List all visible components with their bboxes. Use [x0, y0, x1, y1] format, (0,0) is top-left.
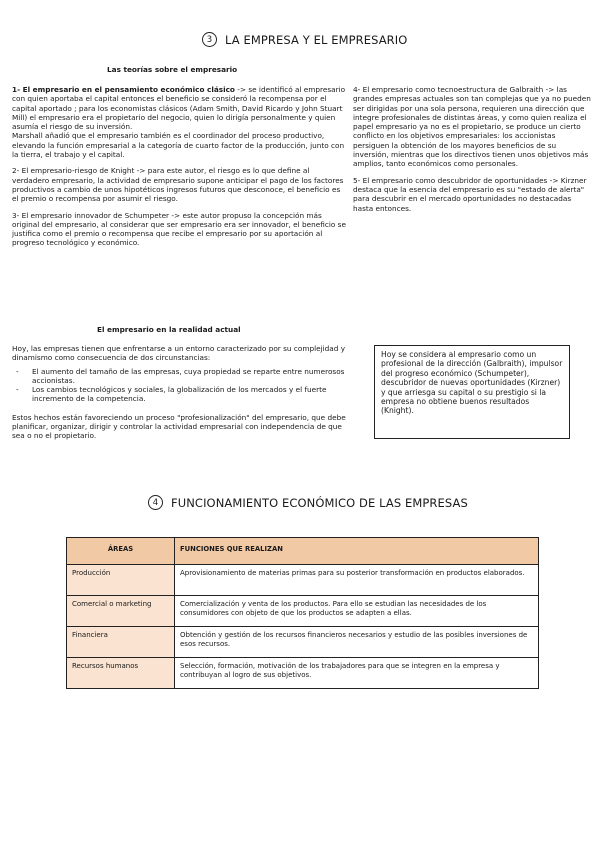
table-row — [67, 596, 539, 627]
theories-right-column — [353, 85, 591, 220]
theory-marshall: Marshall añadió que el empresario también es el coordinador del proceso productivo, elevando la función empresarial a la categoría de cuarto factor de la producción, junto con la tierra, el trabajo y el capital. — [12, 131, 345, 160]
section-3-title: LA EMPRESA Y EL EMPRESARIO — [225, 32, 408, 47]
section-4-number: 4 — [148, 495, 163, 510]
theories-subtitle: Las teorías sobre el empresario — [107, 65, 238, 74]
function-cell: Comercialización y venta de los productos. Para ello se estudian las necesidades de los consumidores con objeto de que los productos se adapten a ellas. — [175, 596, 539, 627]
theory-knight-text: -> para este autor, el riesgo es lo que define al verdadero empresario, la actividad de empresario supone anticipar el pago de los factores productivos a cambio de unos hipotéticos ingresos futuros que desconoce, el beneficio es el premio o recompensa por asumir el riesgo. — [12, 166, 344, 204]
reality-text — [12, 344, 352, 448]
functions-table — [66, 537, 539, 689]
table-row — [67, 565, 539, 596]
theory-schumpeter-lead: 3- El empresario innovador de Schumpeter — [12, 210, 170, 220]
function-cell: Obtención y gestión de los recursos financieros necesarios y estudio de las posibles inversiones de esos recursos. — [175, 627, 539, 658]
reality-intro: Hoy, las empresas tienen que enfrentarse a un entorno caracterizado por su complejidad y dinamismo como consecuencia de dos circunstancias: — [12, 344, 346, 363]
theory-schumpeter-text: -> este autor propuso la concepción más original del empresario, al considerar que ser empresario era ser innovador, el beneficio se justifica como el premio o recompensa que recibe el empresario por su aportación al progreso tecnológico y económico. — [12, 210, 346, 248]
section-4-heading — [148, 495, 468, 510]
theory-classic-lead: 1- El empresario en el pensamiento económico clásico — [12, 85, 235, 94]
reality-subtitle: El empresario en la realidad actual — [97, 325, 241, 334]
theory-classic-text: -> se identificó al empresario con quien aportaba el capital entonces el beneficio se consideró la recompensa por el capital aportado ; para los economistas clásicos (Adam Smith, David Ricardo y John Stuart Mill) el empresario era el propietario del negocio, quien lo dirigía personalmente y quien asumía el riesgo de su inversión. — [12, 85, 346, 132]
table-row — [67, 658, 539, 689]
area-cell: Comercial o marketing — [67, 596, 175, 627]
theory-kirzner — [353, 176, 591, 213]
table-header-row — [67, 538, 539, 565]
header-functions: FUNCIONES QUE REALIZAN — [175, 538, 539, 565]
area-cell: Producción — [67, 565, 175, 596]
function-cell: Selección, formación, motivación de los trabajadores para que se integren en la empresa y contribuyan al logro de sus objetivos. — [175, 658, 539, 689]
theory-kirzner-text: -> Kirzner destaca que la esencia del empresario es su "estado de alerta" para descubrir en el mercado oportunidades no destacadas hasta entonces. — [353, 175, 587, 213]
functions-table-wrapper — [66, 537, 539, 689]
theory-classic — [12, 85, 348, 131]
theories-left-column — [12, 85, 348, 255]
theory-galbraith-lead: 4- El empresario como tecnoestructura de Galbraith — [353, 85, 544, 94]
function-cell: Aprovisionamiento de materias primas para su posterior transformación en productos elaborados. — [175, 565, 539, 596]
table-row — [67, 627, 539, 658]
header-areas: ÁREAS — [67, 538, 175, 565]
summary-box: Hoy se considera al empresario como un profesional de la dirección (Galbraith), impulsor del progreso económico (Schumpeter), descubridor de nuevas oportunidades (Kirzner) y que arriesga su capital o su prestigio si la empresa no obtiene buenos resultados (Knight). — [374, 345, 570, 439]
area-cell: Recursos humanos — [67, 658, 175, 689]
section-3-number: 3 — [202, 32, 217, 47]
theory-schumpeter — [12, 211, 348, 248]
reality-closing: Estos hechos están favoreciendo un proceso "profesionalización" del empresario, que debe planificar, organizar, dirigir y controlar la actividad empresarial con independencia de que sea o no el propietario. — [12, 412, 346, 441]
section-3-heading — [202, 32, 407, 47]
reality-list — [12, 367, 352, 404]
section-4-title: FUNCIONAMIENTO ECONÓMICO DE LAS EMPRESAS — [171, 495, 468, 510]
theory-galbraith — [353, 85, 591, 169]
list-item: - Los cambios tecnológicos y sociales, la globalización de los mercados y el fuerte incremento de la competencia. — [12, 385, 352, 404]
list-item: - El aumento del tamaño de las empresas, cuya propiedad se reparte entre numerosos accionistas. — [12, 367, 352, 386]
theory-knight — [12, 166, 348, 203]
theory-knight-lead: 2- El empresario-riesgo de Knight — [12, 166, 135, 176]
theory-kirzner-lead: 5- El empresario como descubridor de oportunidades — [353, 175, 548, 185]
theory-galbraith-text: -> las grandes empresas actuales son tan complejas que ya no pueden ser dirigidas por una sola persona, requieren una dirección que integre profesionales de distintas áreas, y como quien realiza el papel empresario ya no es el propietario, se produce un cierto conflicto en los objetivos empresariales: los accionistas persiguen la obtención de los mayores beneficios de su inversión, mientras que los directivos tienen unos objetivos más amplios, tanto económicos como personales. — [353, 85, 591, 169]
area-cell: Financiera — [67, 627, 175, 658]
